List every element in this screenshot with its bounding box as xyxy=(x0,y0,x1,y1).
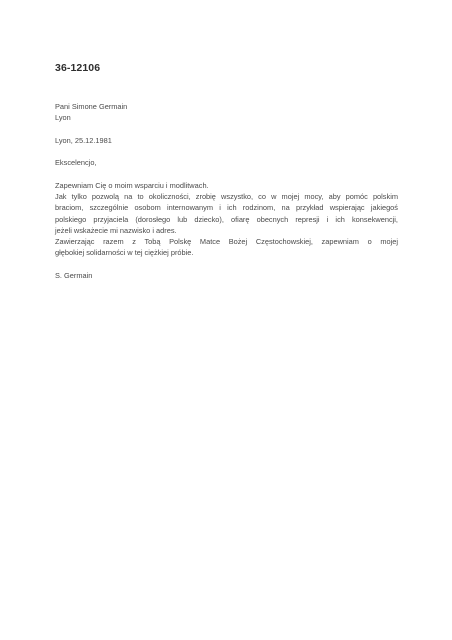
letter-body xyxy=(55,180,398,258)
sender-block xyxy=(55,101,398,123)
body-line: Zapewniam Cię o moim wsparciu i modlitwach. xyxy=(55,181,209,190)
body-line: Zawierzając razem z Tobą Polskę Matce Bożej Częstochowskiej, zapewniam o mojej xyxy=(55,237,398,247)
place-and-date: Lyon, 25.12.1981 xyxy=(55,136,112,145)
body-line: polskiego przyjaciela (dorosłego lub dziecko), ofiarę obecnych represji i ich konsekwencji, xyxy=(55,214,398,224)
sender-city: Lyon xyxy=(55,113,71,123)
document-reference-number: 36-12106 xyxy=(55,62,101,74)
salutation: Ekscelencjo, xyxy=(55,158,97,167)
body-line: jeżeli wskażecie mi nazwisko i adres. xyxy=(55,225,177,235)
body-line: głębokiej solidarności w tej ciężkiej próbie. xyxy=(55,248,194,258)
sender-name: Pani Simone Germain xyxy=(55,102,128,111)
body-line: braciom, szczególnie osobom internowanym i ich rodzinom, na przykład wspierając jakiegoś xyxy=(55,203,398,213)
body-line: Jak tylko pozwolą na to okoliczności, zrobię wszystko, co w mojej mocy, aby pomóc polskim xyxy=(55,192,398,202)
signature: S. Germain xyxy=(55,271,93,280)
